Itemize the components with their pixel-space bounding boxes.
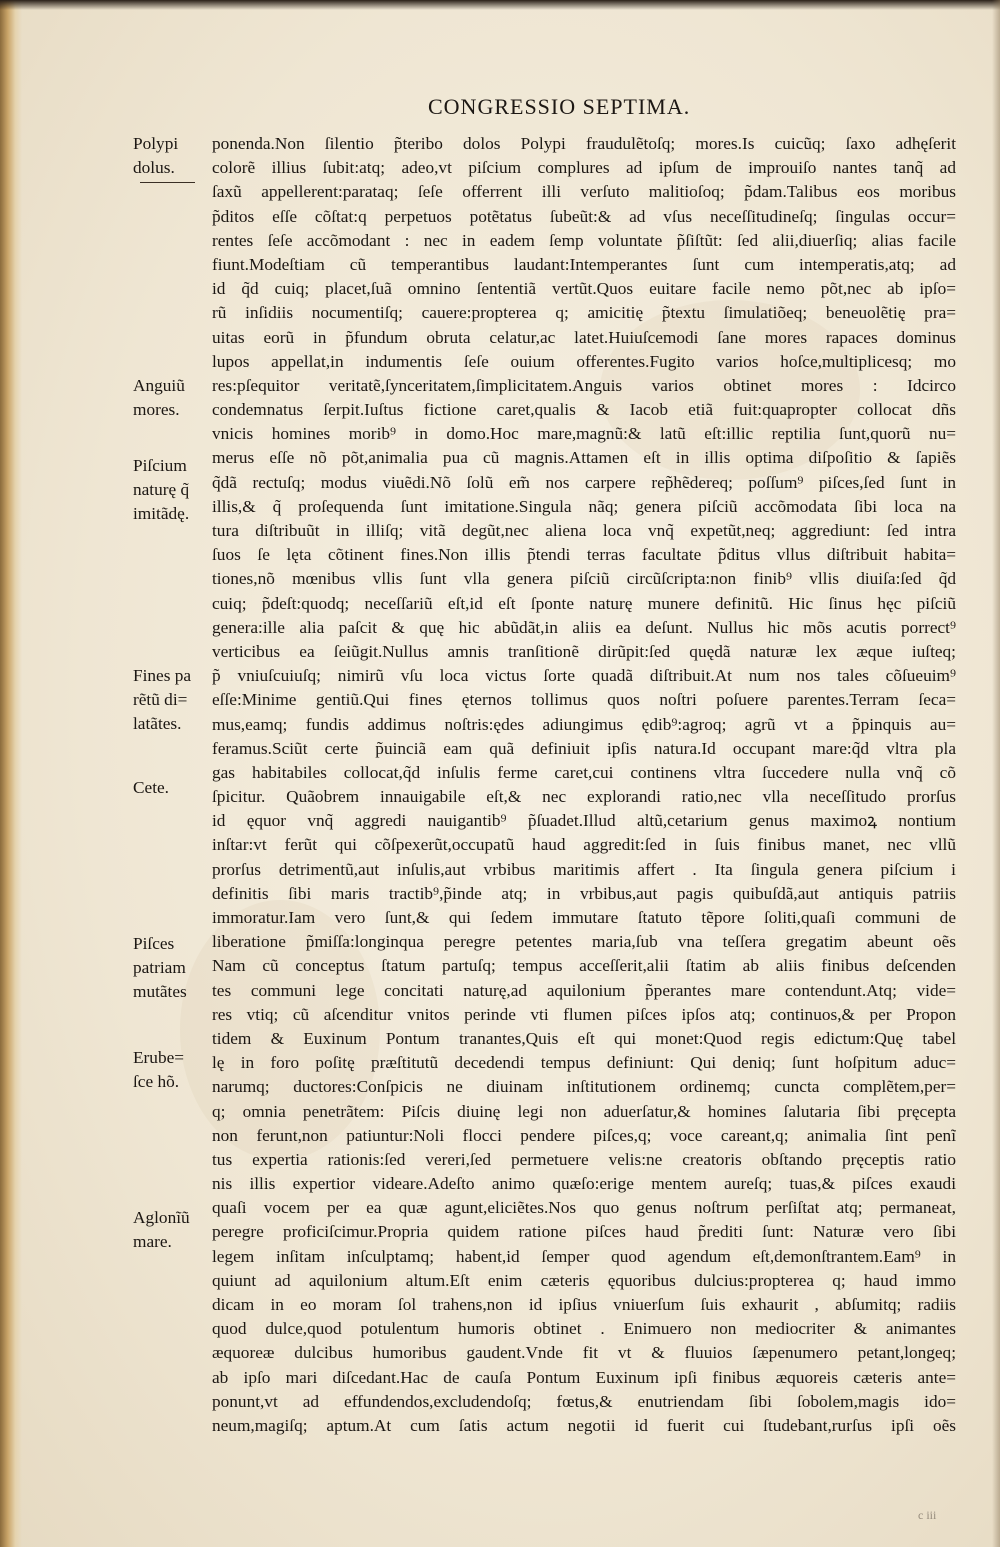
marginal-note-piscium [133, 454, 215, 527]
text-line: condemnatus ſerpit.Iuſtus fictione caret,qualis & Iacob etiã fuit:quapropter collocat dñs [212, 400, 956, 420]
text-line: eſſe:Minime gentiũ.Qui fines ęternos tollimus quos noſtri poſuere parentes.Terram ſeca= [212, 690, 956, 710]
text-line: q̃dã rectuſq; modus viuẽdi.Nõ ſolũ em̃ nos carpere rep̃hẽdereq; poſſum⁹ piſces,ſed ſunt in [212, 472, 956, 492]
text-line: lę in foro poſitę præſtitutũ decedendi tempus definiunt: Qui deniq; ſunt hoſpitum aduc= [212, 1053, 956, 1073]
text-line: ſaxũ appellerent:parataq; ſeſe offerrent illi verſuto malitioſoq; p̃dam.Talibus eos moribus [212, 182, 956, 202]
text-line: uitas eorũ in p̃fundum obruta celatur,ac latet.Huiuſcemodi ſane mores rapaces dominus [212, 327, 956, 347]
marginal-line: Aglonĩũ [133, 1208, 190, 1227]
text-line: tiones,nõ mœnibus vllis ſunt vlla genera piſciũ circũſcripta:non finib⁹ vllis diuiſa:ſed q̃d [212, 569, 956, 589]
text-line: mus,eamq; fundis addimus noſtris:ędes adiungimus ędib⁹:agroq; agrũ vt a p̃pinquis au= [212, 714, 956, 734]
text-line: verticibus ea ſeiũgit.Nullus amnis tranſitionẽ dirũpit:ſed quędã naturæ lex æque iuſteq; [212, 641, 956, 661]
text-line: colorẽ illius ſubit:atq; adeo,vt piſcium complures ad ipſum de improuiſo nantes tanq̃ ad [212, 158, 956, 178]
marginal-note-polypi [133, 132, 215, 180]
text-line: lupos appellat,in indumentis ſeſe ouium offerentes.Fugito varios hoſce,multiplicesq; mo [212, 351, 956, 371]
text-line: quod dulce,quod potulentum humoris obtinet . Enimuero non mediocriter & animantes [212, 1319, 956, 1339]
marginal-line: mare. [133, 1232, 172, 1252]
right-edge-shadow [992, 0, 1000, 1547]
text-line: definitis ſibi maris tractib⁹,p̃inde atq; in vrbibus,aut pagis quibuſdã,aut antiquis patriis [212, 883, 956, 903]
text-line: gas habitabiles collocat,q̃d inſulis ferme caret,cui continens vltra ſuccedere nulla vnq̃ cõ [212, 762, 956, 782]
marginal-line: Anguiũ [133, 376, 185, 395]
marginal-rule [140, 182, 195, 183]
text-line: ponenda.Non ſilentio p̃teribo dolos Polypi fraudulẽtoſq; mores.Is cuicũq; ſaxo adhęſerit [212, 134, 956, 153]
marginal-line: naturę q̃ [133, 480, 190, 500]
text-line: inſtar:vt ferũt qui cõſpexerũt,occupatũ haud aggredit:ſed in ſuis finibus manet, nec vllũ [212, 835, 956, 855]
binding-edge [0, 0, 22, 1547]
text-line: q; omnia penetrãtem: Piſcis diuinę legi non aduerſatur,& homines ſalutaria ſibi pręcepta [212, 1101, 956, 1121]
text-line: feramus.Sciũt certe p̃uinciã eam quã definiuit ipſis natura.Id occupant mare:q̃d vltra pla [212, 738, 956, 758]
text-line: non ferunt,non patiuntur:Noli flocci pendere piſces,q; voce careant,q; animalia ſint penĩ [212, 1125, 956, 1145]
text-line: id ęquor vnq̃ aggredi nauigantib⁹ p̃ſuadet.Illud altũ,cetarium genus maximoꝝ nontium [212, 811, 956, 831]
marginal-line: Polypi [133, 134, 179, 153]
text-line: quiunt ad aquilonium altum.Eſt enim cæteris ęquoribus dulcius:propterea q; haud immo [212, 1270, 956, 1290]
marginal-line: mutãtes [133, 982, 187, 1002]
text-line: legem inſitam inſculptamq; habent,id ſemper quod agendum eſt,demonſtrantem.Eam⁹ in [212, 1246, 956, 1266]
text-line: res:pſequitor veritatẽ,ſynceritatem,ſimplicitatem.Anguis varios obtinet mores : Idcirco [212, 375, 956, 395]
marginal-line: imitãdę. [133, 504, 190, 524]
text-line: prorſus detrimentũ,aut inſulis,aut vrbibus maritimis affert . Ita ſingula genera piſcium i [212, 859, 956, 879]
text-line: quaſi vocem per ea quæ agunt,eliciẽtes.Nos quo genus noſtrum perſiſtat atq; permaneat, [212, 1198, 956, 1218]
marginal-line: dolus. [133, 158, 175, 178]
text-line: tus expertia rationis:ſed vereri,ſed permetuere velis:ne creatoris obſtando pręceptis ratio [212, 1149, 956, 1169]
text-line: peregre proficiſcimur.Propria quidem ratione piſces haud p̃rediti ſunt: Naturæ vero ſibi [212, 1222, 956, 1242]
text-line: rũ inſidiis nocumentiſq; cauere:propterea q; amicitię p̃textu ſimulatiõeq; beneuolẽtię pra= [212, 303, 956, 323]
text-line: neum,magiſq; aptum.At cum ſatis actum negotii id fuerit cui ſtudebant,rurſus ipſi oẽs [212, 1415, 956, 1435]
marginal-line: latãtes. [133, 714, 182, 734]
text-line: ab ipſo mari diſcedant.Hac de cauſa Pontum Euxinum ipſi finibus æquoreis cæteris ante= [212, 1367, 956, 1387]
text-line: ponunt,vt ad effundendos,excludendoſq; fœtus,& enutriendam ſibi ſobolem,magis ido= [212, 1391, 956, 1411]
text-line: nis illis expertior videare.Adeſto animo quæſo:erige mentem aureſq; tuas,& piſces exaudi [212, 1174, 956, 1194]
marginal-line: rẽtũ di= [133, 690, 188, 710]
text-line: narumq; ductores:Conſpicis ne diuinam inſtitutionem ordinemq; cuncta complẽtem,per= [212, 1077, 956, 1097]
text-line: p̃ vniuſcuiuſq; nimirũ vſu loca victus ſorte quadã diſtribuit.At num nos tales cõſueuim⁹ [212, 666, 956, 686]
text-line: tes communi lege concitati naturę,ad aquilonium p̃perantes mare contendunt.Atq; vide= [212, 980, 956, 1000]
marginal-line: Piſces [133, 934, 175, 953]
text-line: immoratur.Iam vero ſunt,& qui ſedem immutare ſtatuto tẽpore ſoliti,quaſi communi de [212, 908, 956, 927]
marginal-note-cete [133, 776, 215, 800]
text-line: tura diſtribuũt in illiſq; vitã degũt,nec aliena loca vnq̃ expetũt,neq; aggrediunt: ſed intra [212, 521, 956, 540]
marginal-line: ſce hõ. [133, 1072, 180, 1092]
text-line: id q̃d cuiq; placet,ſuã omnino ſententiã vertũt.Quos euitare facile nemo põt,nec ab ipſo= [212, 279, 956, 299]
text-line: rentes ſeſe accõmodant : nec in eadem ſemp voluntate p̃ſiſtũt: ſed alii,diuerſiq; alias facile [212, 230, 956, 250]
marginal-line: Cete. [133, 778, 169, 797]
top-edge-shadow [0, 0, 1000, 10]
text-line: liberatione p̃miſſa:longinqua peregre petentes maria,ſub vna teſſera gregatim abeunt oẽs [212, 932, 956, 952]
running-head: CONGRESSIO SEPTIMA. [428, 94, 691, 119]
marginal-line: patriam [133, 958, 186, 978]
text-line: Nam cũ conceptus ſtatum partuſq; tempus acceſſerit,alii ſtatim ab aliis finibus deſcenden [212, 956, 956, 976]
marginal-note-pisces [133, 932, 215, 1005]
marginal-note-fines [133, 664, 215, 737]
text-line: res vtiq; cũ aſcenditur vnitos perinde vti flumen piſces ipſos atq; continuos,& per Propon [212, 1004, 956, 1024]
marginal-note-aglonium [133, 1206, 215, 1254]
text-line: genera:ille alia paſcit & quę hic abũdãt,in aliis ea deſunt. Nullus hic mõs acutis porrect⁹ [212, 617, 956, 637]
text-line: illis,& q̃ proſequenda ſunt imitatione.Singula nãq; genera piſciũ accõmodata ſibi loca na [212, 496, 956, 516]
text-line: merus eſſe nõ põt,animalia pua cũ magnis.Attamen eſt in illis optima diſpoſitio & ſapiẽs [212, 448, 956, 468]
text-line: æquoreæ dulcibus humoribus gaudent.Vnde fit vt & fluuios ſæpenumero petant,longeq; [212, 1343, 956, 1363]
text-line: ſuos ſe lęta cõtinent fines.Non illis p̃tendi terras facultate p̃ditus vllus diſtribuit habita= [212, 545, 956, 565]
marginal-note-erubesce [133, 1046, 215, 1094]
text-line: dicam in eo moram ſol trahens,non id ipſius vniuerſum ſuis exhaurit , abſumitq; radiis [212, 1295, 956, 1314]
marginal-note-anguium [133, 374, 215, 422]
text-line: p̃ditos eſſe cõſtat:q perpetuos potẽtatus ſubeũt:& ad vſus neceſſitudineſq; ſingulas occur= [212, 206, 956, 226]
marginal-line: Erube= [133, 1048, 185, 1067]
marginal-line: mores. [133, 400, 180, 420]
text-line: fiunt.Modeſtiam cũ temperantibus laudant:Intemperantes ſunt cum intemperatis,atq; ad [212, 254, 956, 274]
text-line: tidem & Euxinum Pontum tranantes,Quis eſt qui monet:Quod regis edictum:Quę tabel [212, 1028, 956, 1048]
marginal-line: Piſcium [133, 456, 187, 475]
main-text-block [212, 132, 956, 1438]
marginal-line: Fines pa [133, 666, 192, 685]
text-line: ſpicitur. Quãobrem innauigabile eſt,& nec explorandi ratio,nec vlla neceſſitudo prorſus [212, 787, 956, 807]
signature-mark: c iii [918, 1508, 937, 1522]
text-line: vnicis homines morib⁹ in domo.Hoc mare,magnũ:& latũ eſt:illic reptilia ſunt,quorũ nu= [212, 424, 956, 444]
text-line: cuiq; p̃deſt:quodq; neceſſariũ eſt,id eſt ſponte naturę munere definitũ. Hic ſinus hęc piſciũ [212, 593, 956, 613]
